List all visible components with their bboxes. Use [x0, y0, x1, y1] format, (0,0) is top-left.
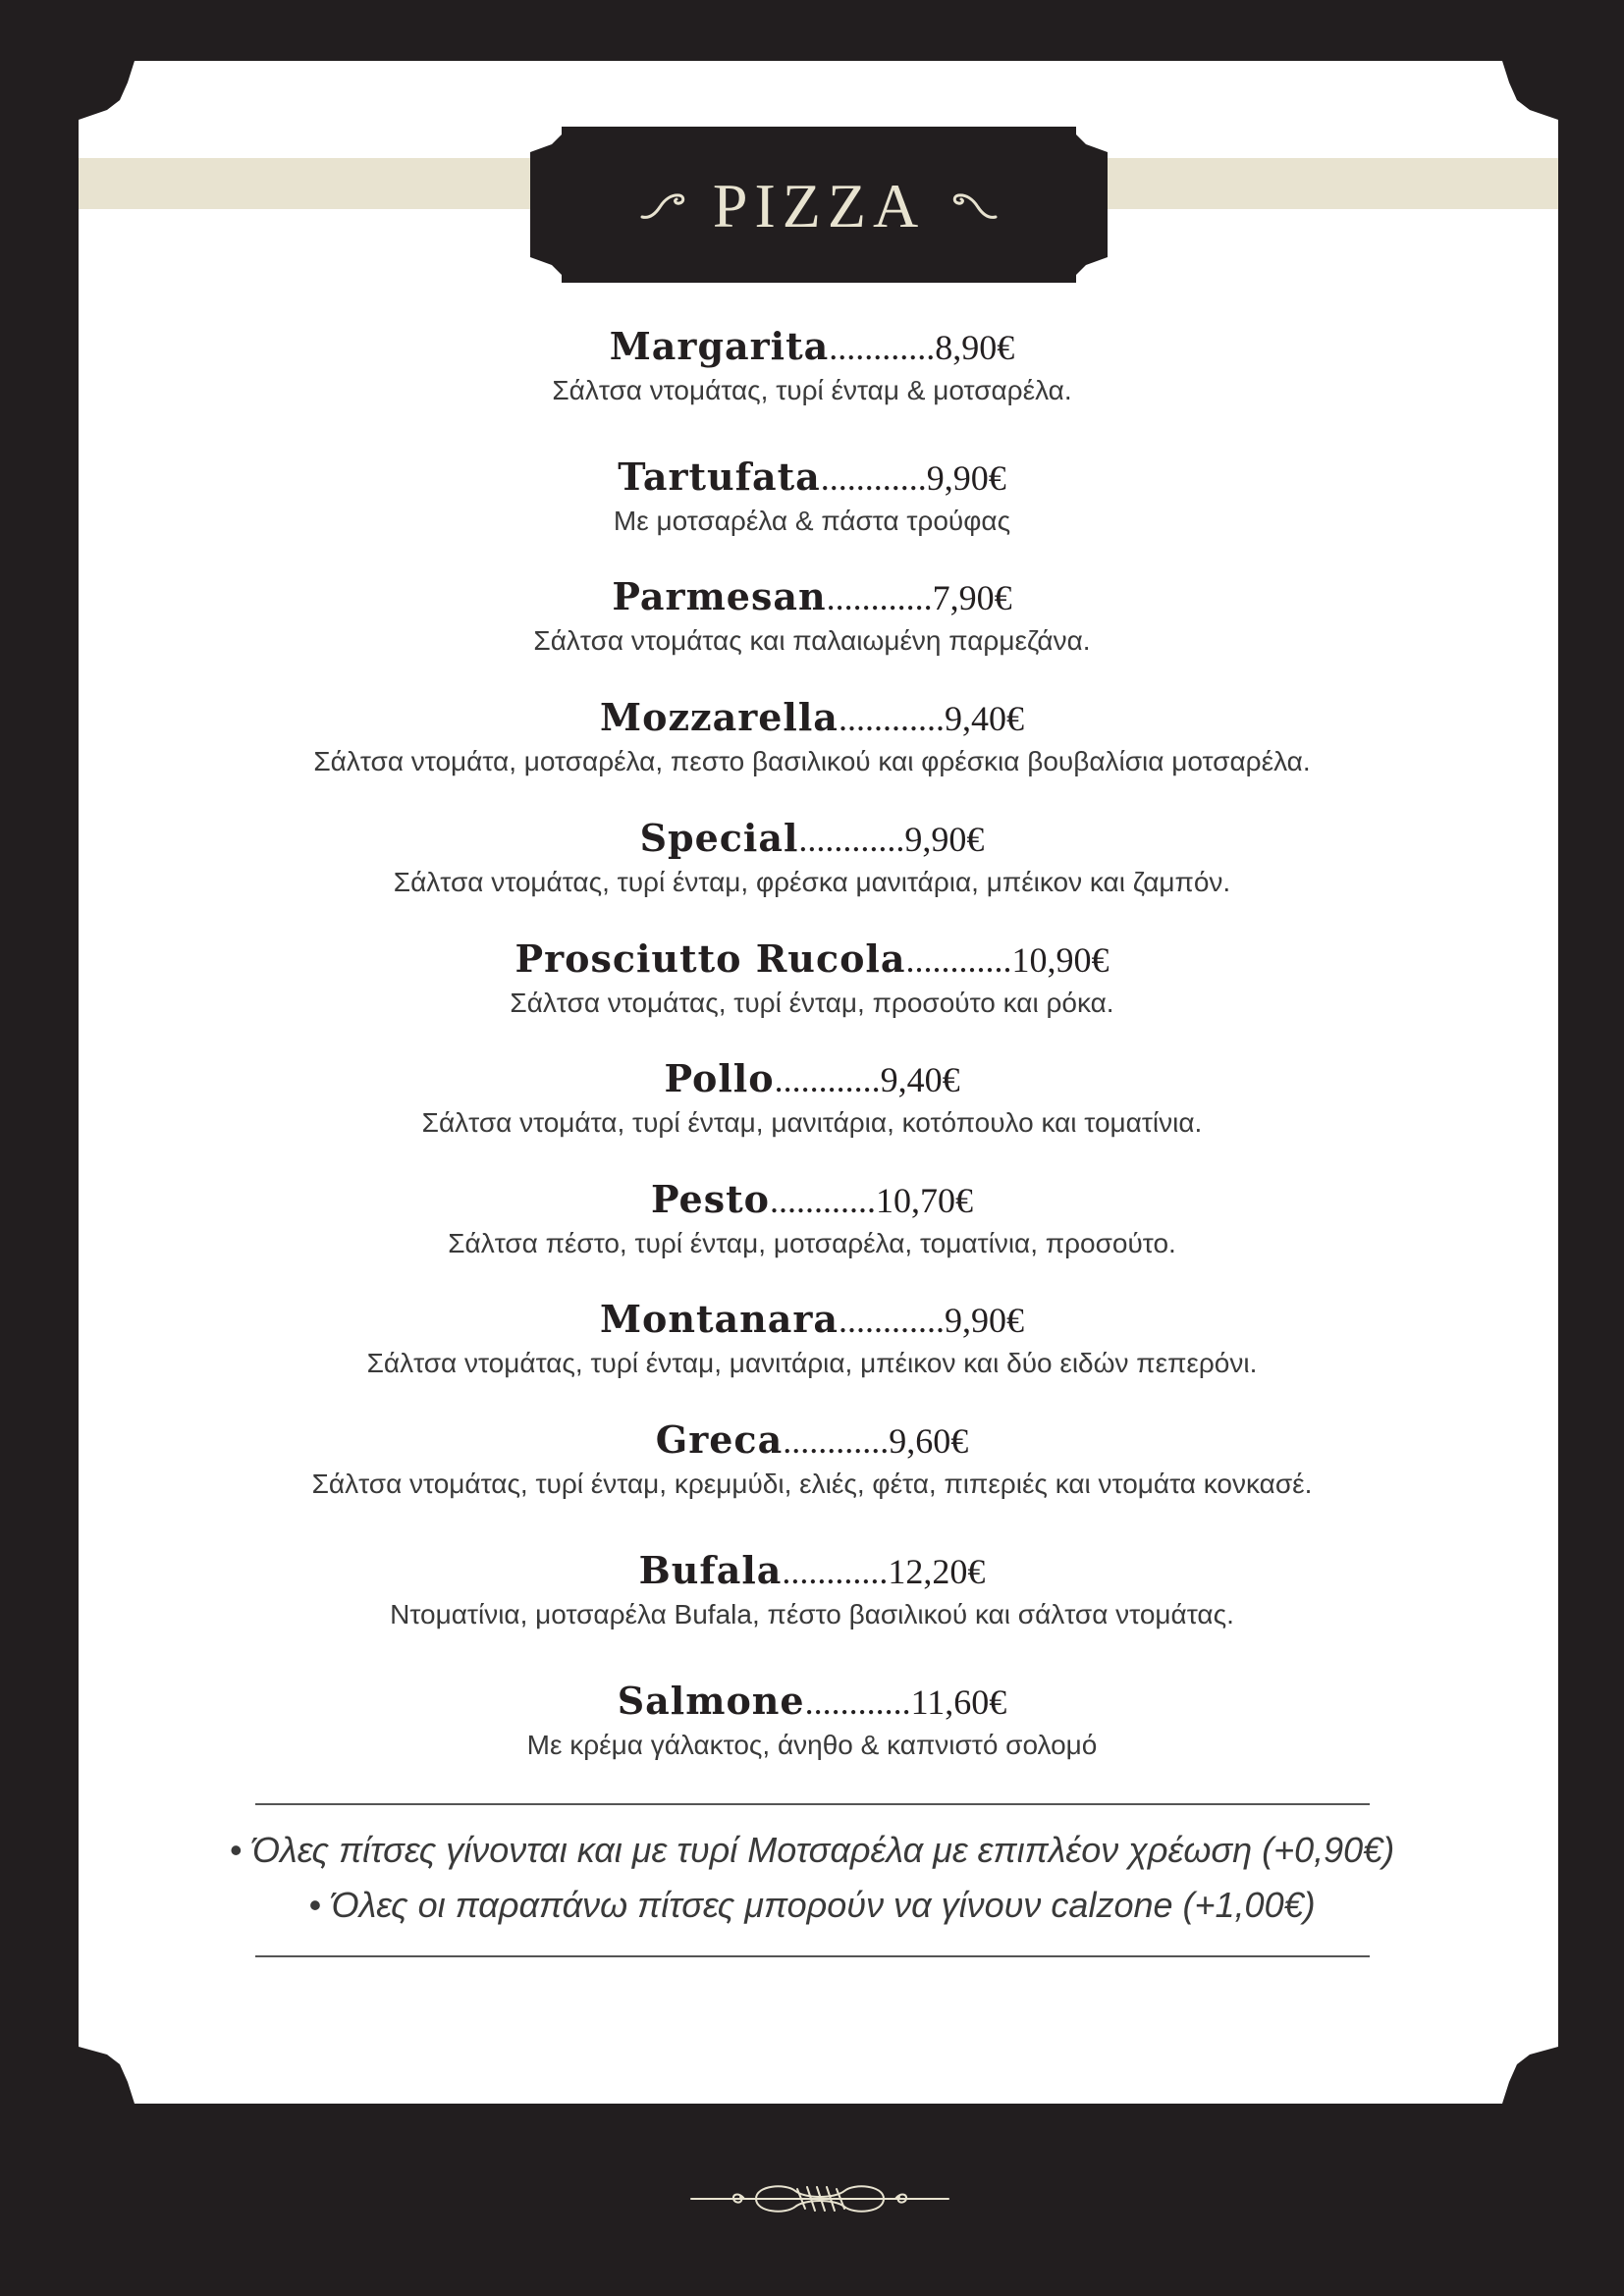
- item-description: Ντοματίνια, μοτσαρέλα Bufala, πέστο βασιλικού και σάλτσα ντομάτας.: [390, 1599, 1234, 1629]
- menu-item: [0, 935, 1624, 1023]
- menu-item-heading: [0, 1678, 1624, 1726]
- item-description: Σάλτσα ντομάτα, τυρί ένταμ, μανιτάρια, κοτόπουλο και τοματίνια.: [421, 1107, 1203, 1138]
- item-name: Prosciutto Rucola: [514, 936, 906, 981]
- item-price: 9,60€: [889, 1421, 969, 1461]
- item-dots: ............: [826, 578, 933, 617]
- menu-item-heading: [0, 454, 1624, 502]
- menu-title: PIZZA: [712, 171, 926, 240]
- item-name: Mozzarella: [600, 695, 839, 739]
- item-name: Montanara: [599, 1297, 839, 1341]
- item-price: 10,90€: [1011, 940, 1110, 980]
- item-name: Pesto: [650, 1177, 771, 1221]
- menu-item: [0, 323, 1624, 410]
- top-divider: [255, 1803, 1370, 1805]
- item-name: Bufala: [638, 1548, 783, 1592]
- item-name: Pollo: [664, 1056, 775, 1100]
- item-price: 11,60€: [910, 1682, 1007, 1722]
- swash-right-icon: [952, 191, 998, 221]
- item-dots: ............: [820, 458, 927, 498]
- item-price: 8,90€: [935, 328, 1015, 367]
- bottom-divider: [255, 1955, 1370, 1957]
- menu-item-heading: [0, 935, 1624, 984]
- item-dots: ............: [838, 699, 945, 738]
- item-price: 12,20€: [888, 1552, 986, 1591]
- item-name: Special: [639, 816, 799, 860]
- item-dots: ............: [798, 820, 905, 859]
- item-dots: ............: [783, 1421, 890, 1461]
- item-name: Greca: [655, 1417, 784, 1462]
- item-name: Parmesan: [612, 574, 827, 618]
- item-price: 9,90€: [945, 1301, 1025, 1340]
- menu-item-heading: [0, 573, 1624, 621]
- item-name: Tartufata: [618, 454, 821, 499]
- item-price: 9,40€: [880, 1060, 960, 1099]
- ornament-flourish-icon: [687, 2169, 952, 2228]
- item-dots: ............: [905, 940, 1012, 980]
- item-price: 9,40€: [944, 699, 1024, 738]
- item-name: Margarita: [609, 324, 830, 368]
- menu-item-heading: [0, 694, 1624, 742]
- item-dots: ............: [770, 1181, 877, 1220]
- menu-header: [530, 157, 1108, 255]
- item-description: Σάλτσα ντομάτας, τυρί ένταμ, φρέσκα μανιτάρια, μπέικον και ζαμπόν.: [393, 867, 1231, 897]
- menu-item-heading: [0, 323, 1624, 371]
- menu-item-heading: [0, 1296, 1624, 1344]
- item-description: Σάλτσα ντομάτας, τυρί ένταμ & μοτσαρέλα.: [552, 375, 1072, 405]
- menu-item-heading: [0, 1416, 1624, 1465]
- item-dots: ............: [774, 1060, 881, 1099]
- note-calzone: • Όλες οι παραπάνω πίτσες μπορούν να γίνουν calzone (+1,00€): [308, 1885, 1316, 1925]
- item-dots: ............: [829, 328, 936, 367]
- item-price: 10,70€: [876, 1181, 974, 1220]
- item-description: Σάλτσα πέστο, τυρί ένταμ, μοτσαρέλα, τοματίνια, προσούτο.: [448, 1228, 1176, 1258]
- menu-item: [0, 694, 1624, 781]
- item-description: Σάλτσα ντομάτας, τυρί ένταμ, προσούτο και ρόκα.: [510, 988, 1114, 1018]
- item-price: 9,90€: [904, 820, 985, 859]
- item-dots: ............: [804, 1682, 911, 1722]
- menu-item: [0, 573, 1624, 661]
- item-dots: ............: [839, 1301, 946, 1340]
- note-mozzarella: • Όλες πίτσες γίνονται και με τυρί Μοτσαρέλα με επιπλέον χρέωση (+0,90€): [229, 1830, 1395, 1870]
- menu-item-heading: [0, 1176, 1624, 1224]
- swash-left-icon: [640, 191, 685, 221]
- menu-item: [0, 454, 1624, 541]
- menu-item-heading: [0, 1055, 1624, 1103]
- item-dots: ............: [782, 1552, 889, 1591]
- menu-item: [0, 1678, 1624, 1765]
- item-price: 9,90€: [926, 458, 1006, 498]
- item-description: Σάλτσα ντομάτας, τυρί ένταμ, κρεμμύδι, ελιές, φέτα, πιπεριές και ντομάτα κονκασέ.: [311, 1468, 1313, 1499]
- menu-item: [0, 1055, 1624, 1143]
- item-name: Salmone: [617, 1679, 805, 1723]
- menu-item: [0, 1547, 1624, 1634]
- menu-item-heading: [0, 1547, 1624, 1595]
- menu-item: [0, 1176, 1624, 1263]
- menu-item: [0, 1416, 1624, 1504]
- item-description: Με μοτσαρέλα & πάστα τρούφας: [613, 506, 1011, 536]
- menu-item: [0, 815, 1624, 902]
- menu-item-heading: [0, 815, 1624, 863]
- item-description: Σάλτσα ντομάτας και παλαιωμένη παρμεζάνα.: [533, 625, 1091, 656]
- item-description: Σάλτσα ντομάτας, τυρί ένταμ, μανιτάρια, μπέικον και δύο ειδών πεπερόνι.: [366, 1348, 1258, 1378]
- item-description: Με κρέμα γάλακτος, άνηθο & καπνιστό σολομό: [526, 1730, 1098, 1760]
- item-price: 7,90€: [932, 578, 1012, 617]
- menu-item: [0, 1296, 1624, 1383]
- item-description: Σάλτσα ντομάτα, μοτσαρέλα, πεστο βασιλικού και φρέσκια βουβαλίσια μοτσαρέλα.: [313, 746, 1311, 776]
